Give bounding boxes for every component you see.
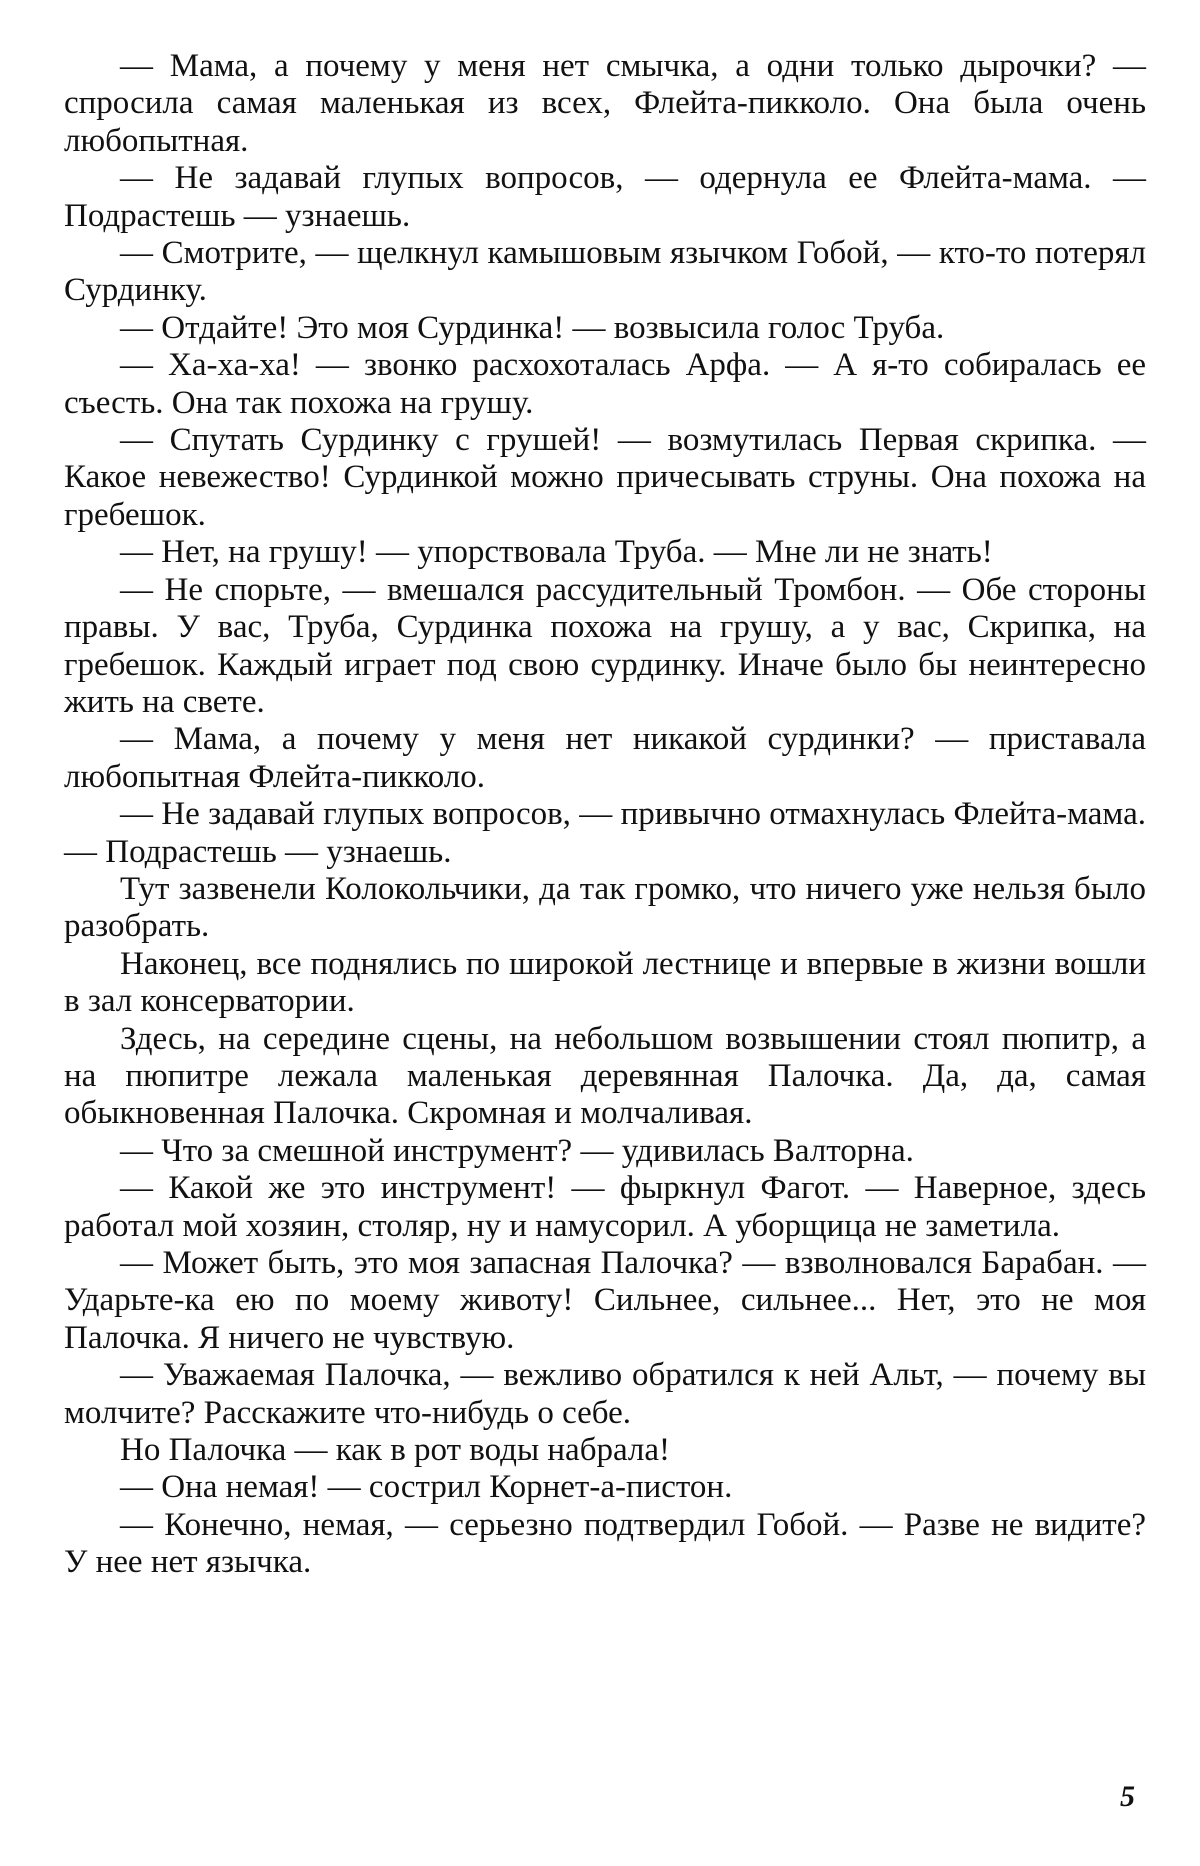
paragraph: — Мама, а почему у меня нет смычка, а одни только дырочки? — спросила самая маленькая из всех, Флейта-пикколо. Она была очень любопытная.: [64, 48, 1146, 159]
paragraph: — Смотрите, — щелкнул камышовым язычком Гобой, — кто-то потерял Сурдинку.: [64, 235, 1146, 309]
page-number: 5: [1120, 1780, 1135, 1813]
book-page-text: [64, 48, 1146, 1582]
paragraph: — Она немая! — сострил Корнет-а-пистон.: [120, 1469, 733, 1506]
paragraph: — Спутать Сурдинку с грушей! — возмутилась Первая скрипка. — Какое невежество! Сурдинкой можно причесывать струны. Она похожа на гребешок.: [64, 422, 1146, 533]
paragraph: Наконец, все поднялись по широкой лестнице и впервые в жизни вошли в зал консерватории.: [64, 945, 1146, 1020]
paragraph: Но Палочка — как в рот воды набрала!: [120, 1432, 671, 1469]
paragraph: — Уважаемая Палочка, — вежливо обратился к ней Альт, — почему вы молчите? Расскажите что-нибудь о себе.: [64, 1357, 1146, 1431]
paragraph: — Нет, на грушу! — упорствовала Труба. — Мне ли не знать!: [120, 534, 993, 571]
paragraph: Здесь, на середине сцены, на небольшом возвышении стоял пюпитр, а на пюпитре лежала маленькая деревянная Палочка. Да, да, самая обыкновенная Палочка. Скромная и молчаливая.: [64, 1020, 1146, 1132]
paragraph: — Какой же это инструмент! — фыркнул Фагот. — Наверное, здесь работал мой хозяин, столяр, ну и намусорил. А уборщица не заметила.: [64, 1170, 1146, 1244]
paragraph: Тут зазвенели Колокольчики, да так громко, что ничего уже нельзя было разобрать.: [64, 870, 1146, 945]
paragraph: — Не задавай глупых вопросов, — одернула ее Флейта-мама. — Подрастешь — узнаешь.: [64, 160, 1146, 234]
paragraph: — Не задавай глупых вопросов, — привычно отмахнулась Флейта-мама. — Подрастешь — узнаешь.: [64, 796, 1146, 870]
paragraph: — Конечно, немая, — серьезно подтвердил Гобой. — Разве не видите? У нее нет язычка.: [64, 1506, 1146, 1581]
paragraph: — Не спорьте, — вмешался рассудительный Тромбон. — Обе стороны правы. У вас, Труба, Сурдинка похожа на грушу, а у вас, Скрипка, на гребешок. Каждый играет под свою сурдинку. Иначе было бы неинтересно жить на свете.: [64, 571, 1146, 720]
paragraph: — Ха-ха-ха! — звонко расхохоталась Арфа. — А я-то собиралась ее съесть. Она так похожа на грушу.: [64, 347, 1146, 421]
paragraph: — Отдайте! Это моя Сурдинка! — возвысила голос Труба.: [120, 309, 945, 346]
paragraph: — Может быть, это моя запасная Палочка? — взволновался Барабан. — Ударьте-ка ею по моему животу! Сильнее, сильнее... Нет, это не моя Палочка. Я ничего не чувствую.: [64, 1245, 1146, 1356]
paragraph: — Что за смешной инструмент? — удивилась Валторна.: [120, 1132, 914, 1169]
paragraph: — Мама, а почему у меня нет никакой сурдинки? — приставала любопытная Флейта-пикколо.: [64, 721, 1146, 795]
